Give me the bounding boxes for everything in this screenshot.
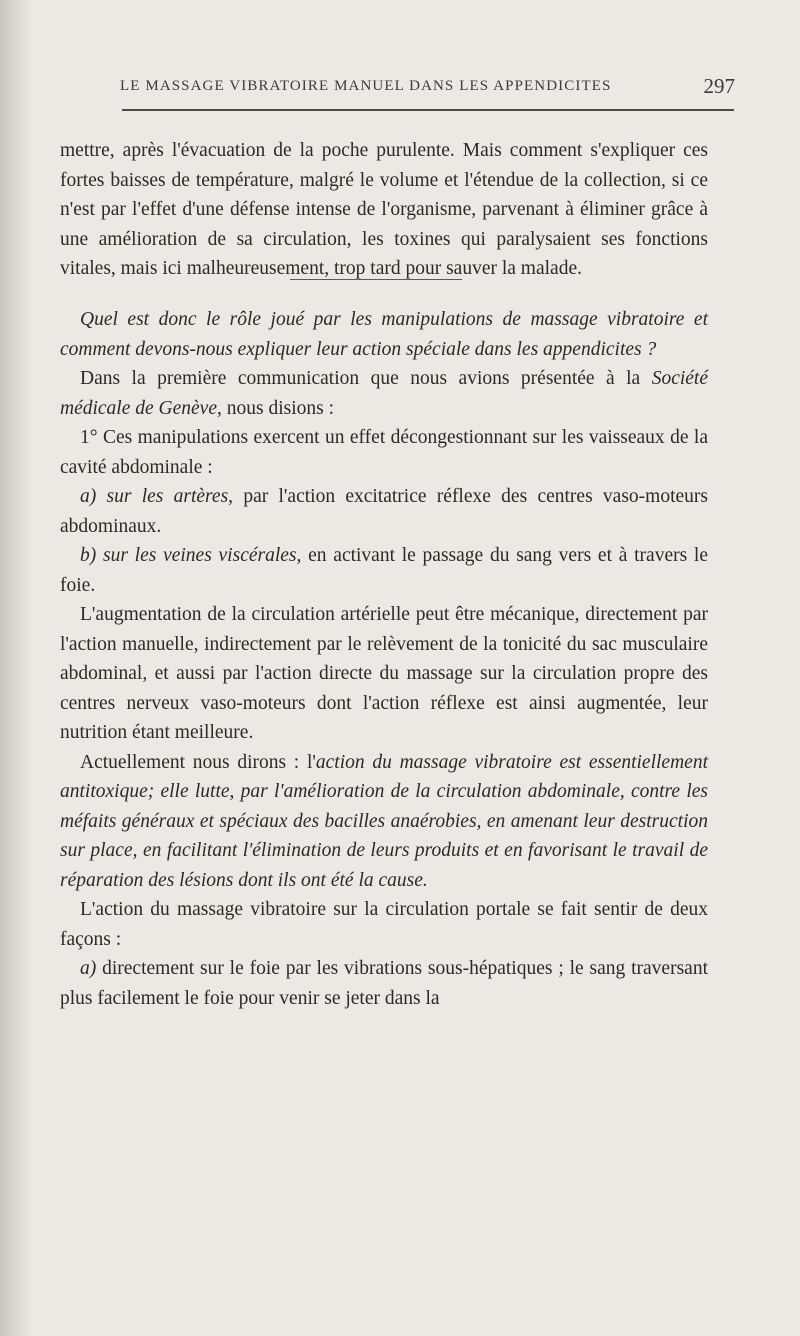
antitoxic-statement: action du massage vibratoire est essentiellement antitoxique; elle lutte, par l'amélioration de la circulation abdominale, contre les méfaits généraux et spéciaux des bacilles anaérobies, en amenant leur destruction sur place, en facilitant l'élimination de leurs produits et en favorisant le travail de réparation des lésions dont ils ont été la cause. [60,751,708,891]
point-b-text: , en activant le passage du sang vers et à travers le foie. [60,545,708,596]
page-number: 297 [703,74,735,98]
book-page [50,0,750,1336]
paragraph-augmentation: L'augmentation de la circulation artérielle peut être mécanique, directement par l'action manuelle, indirectement par le relèvement de la tonicité du sac musculaire abdominal, et aussi par l'action directe du massage sur la circulation propre des centres nerveux vaso-moteurs dont l'action réflexe est ainsi augmentée, leur nutrition étant meilleure. [60,604,708,743]
point-b-label: b) sur les veines viscérales [80,545,297,566]
section-separator [290,279,462,280]
communication-text-end: , nous disions : [217,397,335,419]
communication-text: Dans la première communication que nous avions présentée à la [80,368,652,389]
paragraph-point-one: 1° Ces manipulations exercent un effet décongestionnant sur les vaisseaux de la cavité abdominale : [60,427,708,478]
actuellement-text: Actuellement nous dirons : l' [80,751,316,773]
paragraph-point-b [60,541,708,600]
paragraph-portal: L'action du massage vibratoire sur la circulation portale se fait sentir de deux façons : [60,899,708,950]
last-label: a) [80,958,97,979]
page-edge-shadow [0,0,34,1336]
paragraph-actuellement [60,748,708,896]
point-a-label: a) sur les artères [80,486,229,507]
section-question: Quel est donc le rôle joué par les manipulations de massage vibratoire et comment devons-nous expliquer leur action spéciale dans les appendicites ? [60,309,708,360]
last-text: directement sur le foie par les vibrations sous-hépatiques ; le sang traversant plus facilement le foie pour venir se jeter dans la [60,958,708,1009]
text-block-main [60,305,708,1013]
paragraph-last [60,954,708,1013]
header-rule [122,109,734,111]
running-title: LE MASSAGE VIBRATOIRE MANUEL DANS LES APPENDICITES [120,78,612,94]
society-name: Société médicale de Genève [60,368,708,419]
text-block-top [60,136,708,284]
point-a-text: , par l'action excitatrice réflexe des centres vaso-moteurs abdominaux. [60,486,708,537]
paragraph-continuation: mettre, après l'évacuation de la poche purulente. Mais comment s'expliquer ces fortes baisses de température, malgré le volume et l'étendue de la collection, si ce n'est par l'effet d'une défense intense de l'organisme, parvenant à éliminer grâce à une amélioration de sa circulation, les toxines qui paralysaient ses fonctions vitales, mais ici malheureusement, trop tard pour sauver la malade. [60,140,708,279]
paragraph-communication [60,364,708,423]
paragraph-point-a [60,482,708,541]
